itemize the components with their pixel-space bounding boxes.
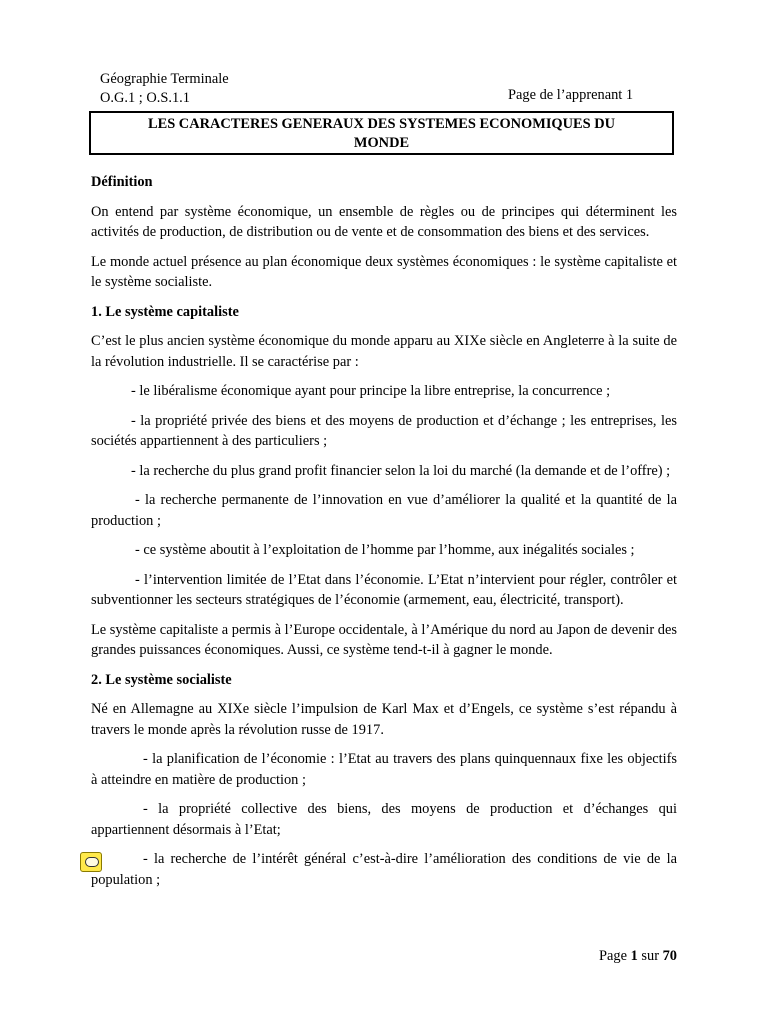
capitalism-conclusion: Le système capitaliste a permis à l’Europe occidentale, à l’Amérique du nord au Japon de devenir des grandes puissances économiques. Aussi, ce système tend-t-il à gagner le monde. xyxy=(91,621,677,658)
header-subject: Géographie Terminale xyxy=(100,71,229,87)
header-right: Page de l’apprenant 1 xyxy=(508,87,634,103)
definition-heading: Définition xyxy=(91,174,153,190)
socialism-heading: 2. Le système socialiste xyxy=(91,671,232,688)
header-code: O.G.1 ; O.S.1.1 xyxy=(100,90,190,106)
page-number-middle: sur xyxy=(641,948,659,964)
page-number-total: 70 xyxy=(662,948,677,964)
comment-icon[interactable] xyxy=(80,852,102,872)
socialism-item: - la planification de l’économie : l’Etat au travers des plans quinquennaux fixe les objectifs à atteindre en matière de production ; xyxy=(91,751,677,788)
document-body xyxy=(91,172,677,899)
page-title xyxy=(89,111,674,155)
definition-paragraph-1: On entend par système économique, un ensemble de règles ou de principes qui déterminent les activités de production, de distribution ou de vente et de consommation des biens et des services. xyxy=(91,203,677,240)
title-line-2: MONDE xyxy=(353,135,410,151)
capitalism-item: - ce système aboutit à l’exploitation de l’homme par l’homme, aux inégalités sociales ; xyxy=(135,542,635,558)
definition-paragraph-2: Le monde actuel présence au plan économique deux systèmes économiques : le système capitaliste et le système socialiste. xyxy=(91,253,677,290)
socialism-item: - la recherche de l’intérêt général c’est-à-dire l’amélioration des conditions de vie de la population ; xyxy=(91,851,677,888)
header-left xyxy=(100,70,229,108)
socialism-item: - la propriété collective des biens, des moyens de production et d’échanges qui appartiennent désormais à l’Etat; xyxy=(91,801,677,838)
title-line-1: LES CARACTERES GENERAUX DES SYSTEMES ECONOMIQUES DU xyxy=(148,116,615,132)
capitalism-item: - le libéralisme économique ayant pour principe la libre entreprise, la concurrence ; xyxy=(131,383,611,399)
socialism-intro: Né en Allemagne au XIXe siècle l’impulsion de Karl Max et d’Engels, ce système s’est répandu à travers le monde après la révolution russe de 1917. xyxy=(91,701,677,738)
page-number-current: 1 xyxy=(630,948,638,964)
capitalism-heading: 1. Le système capitaliste xyxy=(91,303,239,320)
capitalism-item: - la recherche du plus grand profit financier selon la loi du marché (la demande et de l’offre) ; xyxy=(131,462,671,479)
page-number-prefix: Page xyxy=(599,948,627,964)
capitalism-intro: C’est le plus ancien système économique du monde apparu au XIXe siècle en Angleterre à la suite de la révolution industrielle. Il se caractérise par : xyxy=(91,333,677,370)
page-number xyxy=(599,946,677,967)
capitalism-item: - la propriété privée des biens et des moyens de production et d’échange ; les entreprises, les sociétés appartiennent à des particuliers ; xyxy=(91,412,677,449)
capitalism-item: - l’intervention limitée de l’Etat dans l’économie. L’Etat n’intervient pour régler, contrôler et subventionner les secteurs stratégiques de l’économie (armement, eau, électricité, transport). xyxy=(91,571,677,608)
capitalism-item: - la recherche permanente de l’innovation en vue d’améliorer la qualité et la quantité de la production ; xyxy=(91,492,677,529)
